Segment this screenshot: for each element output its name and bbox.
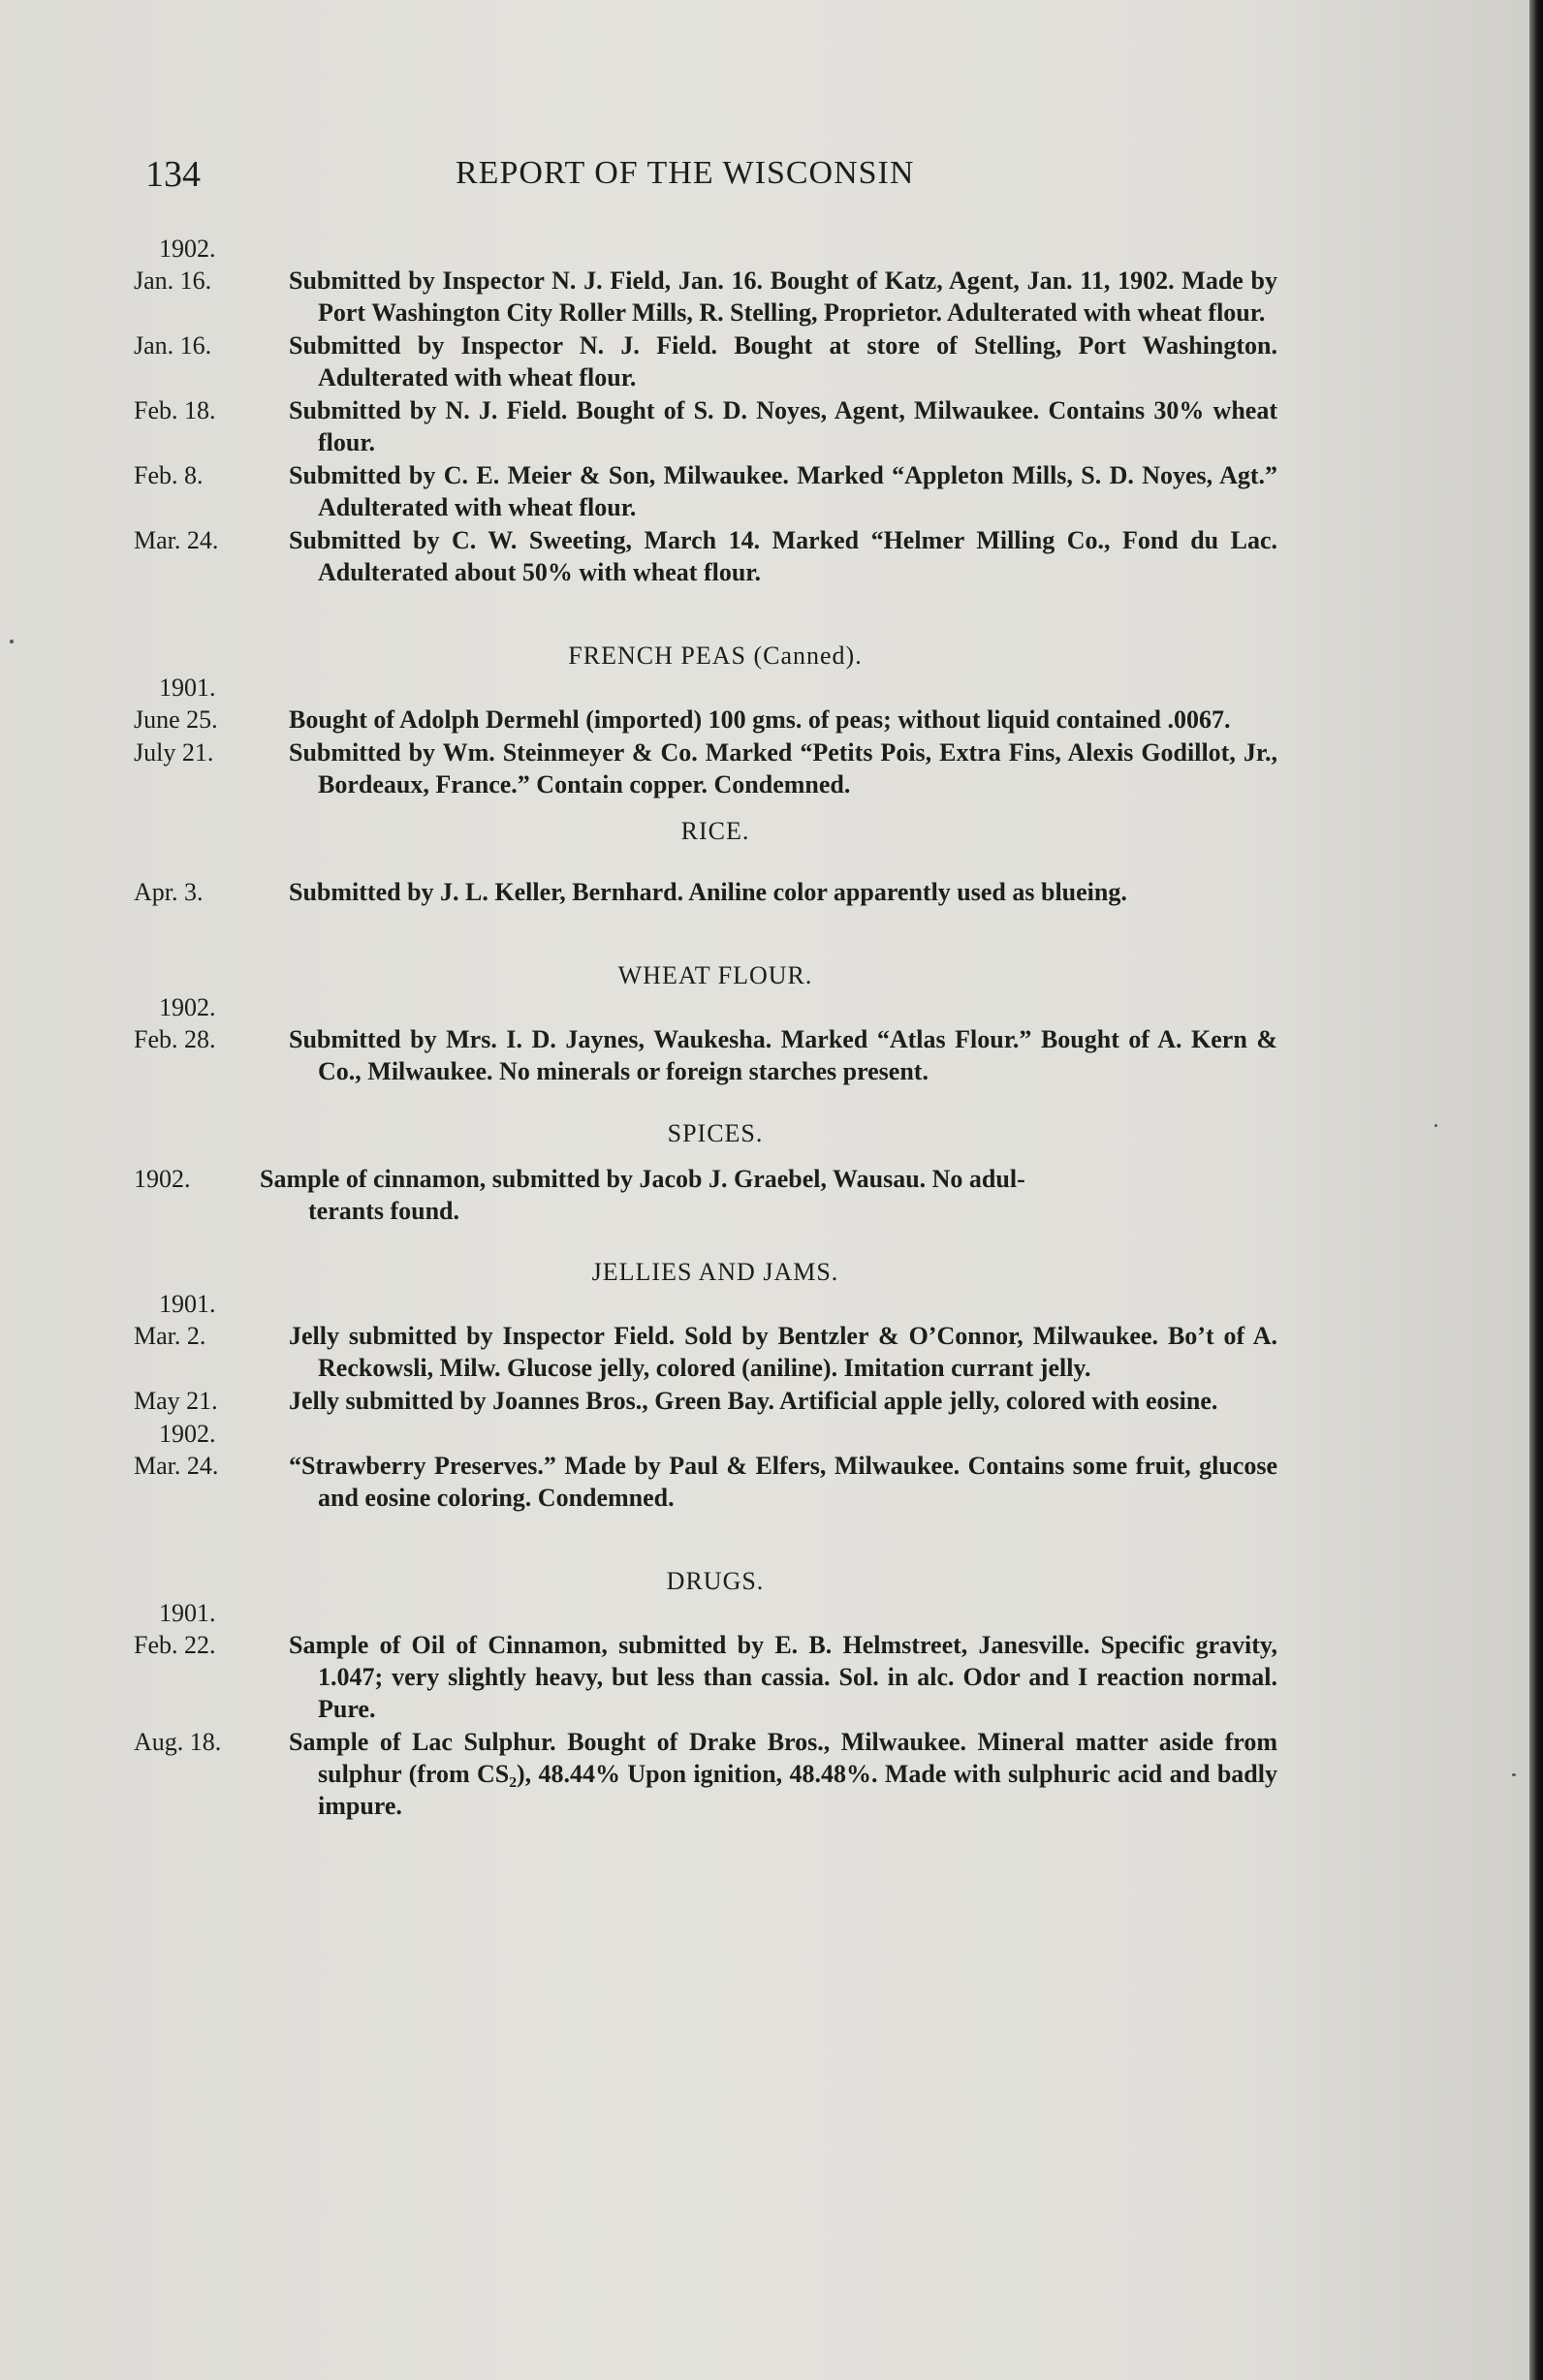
- entry-date: Feb. 8.: [134, 461, 204, 489]
- entry-text: Submitted by C. E. Meier & Son, Milwaukee. Marked “Appleton Mills, S. D. Noyes, Agt.” Adulterated with wheat flour.: [289, 461, 1277, 521]
- section-heading-rice: RICE.: [680, 817, 750, 845]
- year-label: 1901.: [159, 673, 216, 702]
- entry-text: Submitted by Inspector N. J. Field, Jan. 16. Bought of Katz, Agent, Jan. 11, 1902. Made by Port Washington City Roller Mills, R. Stelling, Proprietor. Adulterated with wheat flour.: [289, 266, 1277, 327]
- entry-text: Submitted by Mrs. I. D. Jaynes, Waukesha. Marked “Atlas Flour.” Bought of A. Kern & Co., Milwaukee. No minerals or foreign starches present.: [289, 1025, 1277, 1085]
- entry-text: “Strawberry Preserves.” Made by Paul & Elfers, Milwaukee. Contains some fruit, glucose and eosine coloring. Condemned.: [289, 1452, 1277, 1512]
- entry-text: Submitted by Wm. Steinmeyer & Co. Marked “Petits Pois, Extra Fins, Alexis Godillot, Jr., Bordeaux, France.” Contain copper. Condemned.: [289, 738, 1277, 799]
- entry: [134, 1023, 1297, 1087]
- entry-date: Mar. 24.: [134, 1452, 219, 1480]
- section-heading-spices: SPICES.: [667, 1119, 764, 1147]
- entry-text: Submitted by C. W. Sweeting, March 14. Marked “Helmer Milling Co., Fond du Lac. Adulterated about 50% with wheat flour.: [289, 526, 1277, 586]
- entry-date: Jan. 16.: [134, 266, 212, 295]
- entry-text: Sample of Oil of Cinnamon, submitted by E. B. Helmstreet, Janesville. Specific gravity, 1.047; very slightly heavy, but less than cassia. Sol. in alc. Odor and I reaction normal. Pure.: [289, 1631, 1277, 1723]
- year-label: 1902.: [159, 993, 216, 1021]
- section-heading-jellies-and-jams: JELLIES AND JAMS.: [591, 1258, 839, 1286]
- page-number: 134: [145, 154, 201, 195]
- entry-date: Feb. 18.: [134, 396, 216, 424]
- entry: [134, 876, 1297, 908]
- entry-text: Jelly submitted by Joannes Bros., Green Bay. Artificial apple jelly, colored with eosine.: [289, 1387, 1218, 1415]
- section-heading-wheat-flour: WHEAT FLOUR.: [617, 961, 813, 989]
- scan-speck: [1434, 1124, 1437, 1127]
- entry-date: Feb. 28.: [134, 1025, 216, 1053]
- entry: [134, 265, 1297, 329]
- entry: [134, 524, 1297, 588]
- entry-text: Jelly submitted by Inspector Field. Sold by Bentzler & O’Connor, Milwaukee. Bo’t of A. Reckowsli, Milw. Glucose jelly, colored (aniline). Imitation currant jelly.: [289, 1322, 1277, 1382]
- entry-date: Apr. 3.: [134, 878, 204, 906]
- entry-date: Aug. 18.: [134, 1728, 222, 1756]
- entry: [134, 704, 1297, 736]
- section-heading-french-peas: FRENCH PEAS (Canned).: [568, 642, 863, 670]
- entry-date: 1902.: [134, 1165, 191, 1193]
- page-edge-shadow: [1529, 0, 1543, 2380]
- entry: [134, 1320, 1297, 1384]
- entry: [134, 1629, 1297, 1725]
- entry-text: Bought of Adolph Dermehl (imported) 100 gms. of peas; without liquid contained .0067.: [289, 705, 1231, 734]
- entry-text: [260, 1163, 1248, 1227]
- entry-text: Submitted by Inspector N. J. Field. Bought at store of Stelling, Port Washington. Adulterated with wheat flour.: [289, 331, 1277, 391]
- entry-date: Jan. 16.: [134, 331, 212, 360]
- entry-text: Submitted by N. J. Field. Bought of S. D. Noyes, Agent, Milwaukee. Contains 30% wheat flour.: [289, 396, 1277, 456]
- entry-date: Mar. 24.: [134, 526, 219, 554]
- entry: [134, 329, 1297, 393]
- year-label: 1901.: [159, 1599, 216, 1627]
- entry-text-line: Sample of cinnamon, submitted by Jacob J. Graebel, Wausau. No adul-: [260, 1165, 1025, 1193]
- entry-date: July 21.: [134, 738, 214, 767]
- running-title: REPORT OF THE WISCONSIN: [456, 155, 915, 191]
- year-label: 1902.: [159, 1420, 216, 1448]
- entry-date: May 21.: [134, 1387, 218, 1415]
- scan-speck: [10, 640, 14, 643]
- entry: [134, 1450, 1297, 1514]
- entry: [134, 394, 1297, 458]
- entry: [134, 1726, 1297, 1822]
- entry-date: Feb. 22.: [134, 1631, 216, 1659]
- year-label: 1902.: [159, 235, 216, 263]
- entry-text: Sample of Lac Sulphur. Bought of Drake Bros., Milwaukee. Mineral matter aside from sulphur (from CS₂), 48.44% Upon ignition, 48.48%. Made with sulphuric acid and badly impure.: [289, 1728, 1277, 1820]
- year-label: 1901.: [159, 1290, 216, 1318]
- page-header: [145, 153, 1289, 202]
- entry-date: Mar. 2.: [134, 1322, 206, 1350]
- entry-text: Submitted by J. L. Keller, Bernhard. Aniline color apparently used as blueing.: [289, 878, 1127, 906]
- page-content: [134, 233, 1297, 1823]
- entry: [134, 1163, 1297, 1227]
- entry-text-line: terants found.: [308, 1197, 460, 1225]
- section-heading-drugs: DRUGS.: [666, 1567, 765, 1595]
- scan-speck: [1512, 1773, 1516, 1776]
- entry: [134, 1385, 1297, 1417]
- entry: [134, 459, 1297, 523]
- entry-date: June 25.: [134, 705, 218, 734]
- entry: [134, 736, 1297, 800]
